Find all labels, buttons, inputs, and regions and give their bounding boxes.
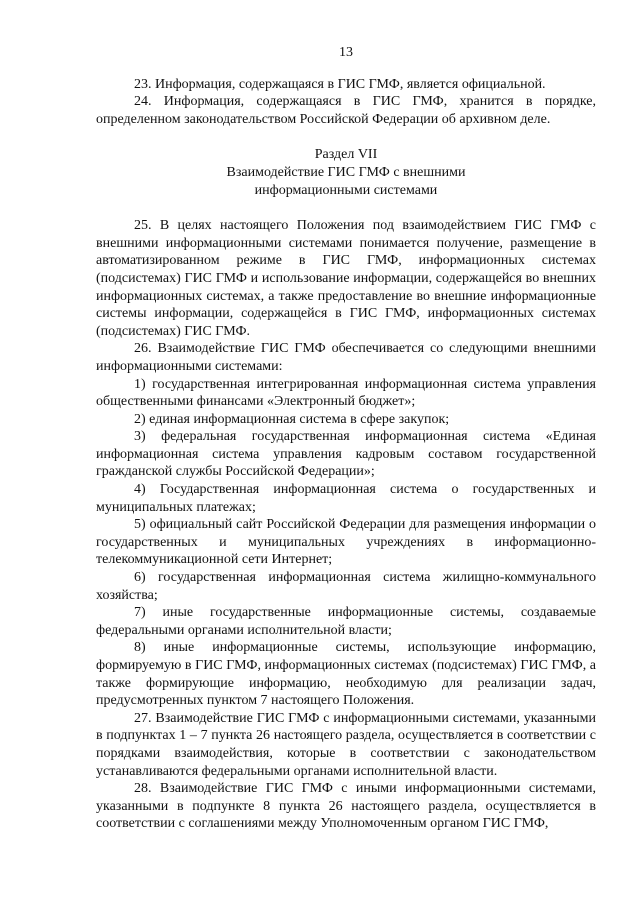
- paragraph-28: 28. Взаимодействие ГИС ГМФ с иными информационными системами, указанными в подпункте 8 пункта 26 настоящего раздела, осуществляется в соответствии с соглашениями между Уполномоченным органом ГИС ГМФ,: [96, 781, 596, 832]
- list-item-2: 2) единая информационная система в сфере закупок;: [134, 411, 450, 427]
- section-title-line1: Взаимодействие ГИС ГМФ с внешними: [226, 164, 466, 180]
- list-item-6: 6) государственная информационная система жилищно-коммунального хозяйства;: [96, 570, 596, 603]
- section-title-line2: информационными системами: [254, 182, 438, 198]
- paragraph-25: 25. В целях настоящего Положения под взаимодействием ГИС ГМФ с внешними информационными системами понимается получение, размещение в автоматизированном режиме в ГИС ГМФ, информационных системах (подсистемах) ГИС ГМФ и использование информации, содержащейся во внешних информационных системах, а также предоставление во внешние информационные системы информации, содержащейся в ГИС ГМФ, информационных системах (подсистемах) ГИС ГМФ.: [96, 218, 596, 339]
- list-item-3: 3) федеральная государственная информационная система «Единая информационная система управления кадровым составом государственной гражданской службы Российской Федерации»;: [96, 429, 596, 480]
- section-heading: [96, 146, 596, 199]
- list-item-7: 7) иные государственные информационные системы, создаваемые федеральными органами исполнительной власти;: [96, 605, 596, 638]
- list-item-1: 1) государственная интегрированная информационная система управления общественными финансами «Электронный бюджет»;: [96, 376, 596, 410]
- page-number: 13: [339, 45, 353, 60]
- list-item-8: 8) иные информационные системы, использующие информацию, формируемую в ГИС ГМФ, информационных системах (подсистемах) ГИС ГМФ, а также формирующие информацию, необходимую для реализации задач, предусмотренных пунктом 7 настоящего Положения.: [96, 640, 596, 709]
- paragraph-26: 26. Взаимодействие ГИС ГМФ обеспечивается со следующими внешними информационными системами:: [96, 341, 596, 374]
- document-page: [96, 44, 596, 833]
- paragraph-24: 24. Информация, содержащаяся в ГИС ГМФ, хранится в порядке, определенном законодательством Российской Федерации об архивном деле.: [96, 94, 596, 127]
- list-item-4: 4) Государственная информационная система о государственных и муниципальных платежах;: [96, 482, 596, 515]
- paragraph-23: 23. Информация, содержащаяся в ГИС ГМФ, является официальной.: [134, 76, 546, 92]
- section-label: Раздел VII: [314, 147, 378, 163]
- list-item-5: 5) официальный сайт Российской Федерации для размещения информации о государственных и муниципальных учреждениях в информационно-телекоммуникационной сети Интернет;: [96, 517, 596, 568]
- paragraph-27: 27. Взаимодействие ГИС ГМФ с информационными системами, указанными в подпунктах 1 – 7 пункта 26 настоящего раздела, осуществляется в соответствии с порядками взаимодействия, которые в соответствии с законодательством устанавливаются федеральными органами исполнительной власти.: [96, 710, 596, 779]
